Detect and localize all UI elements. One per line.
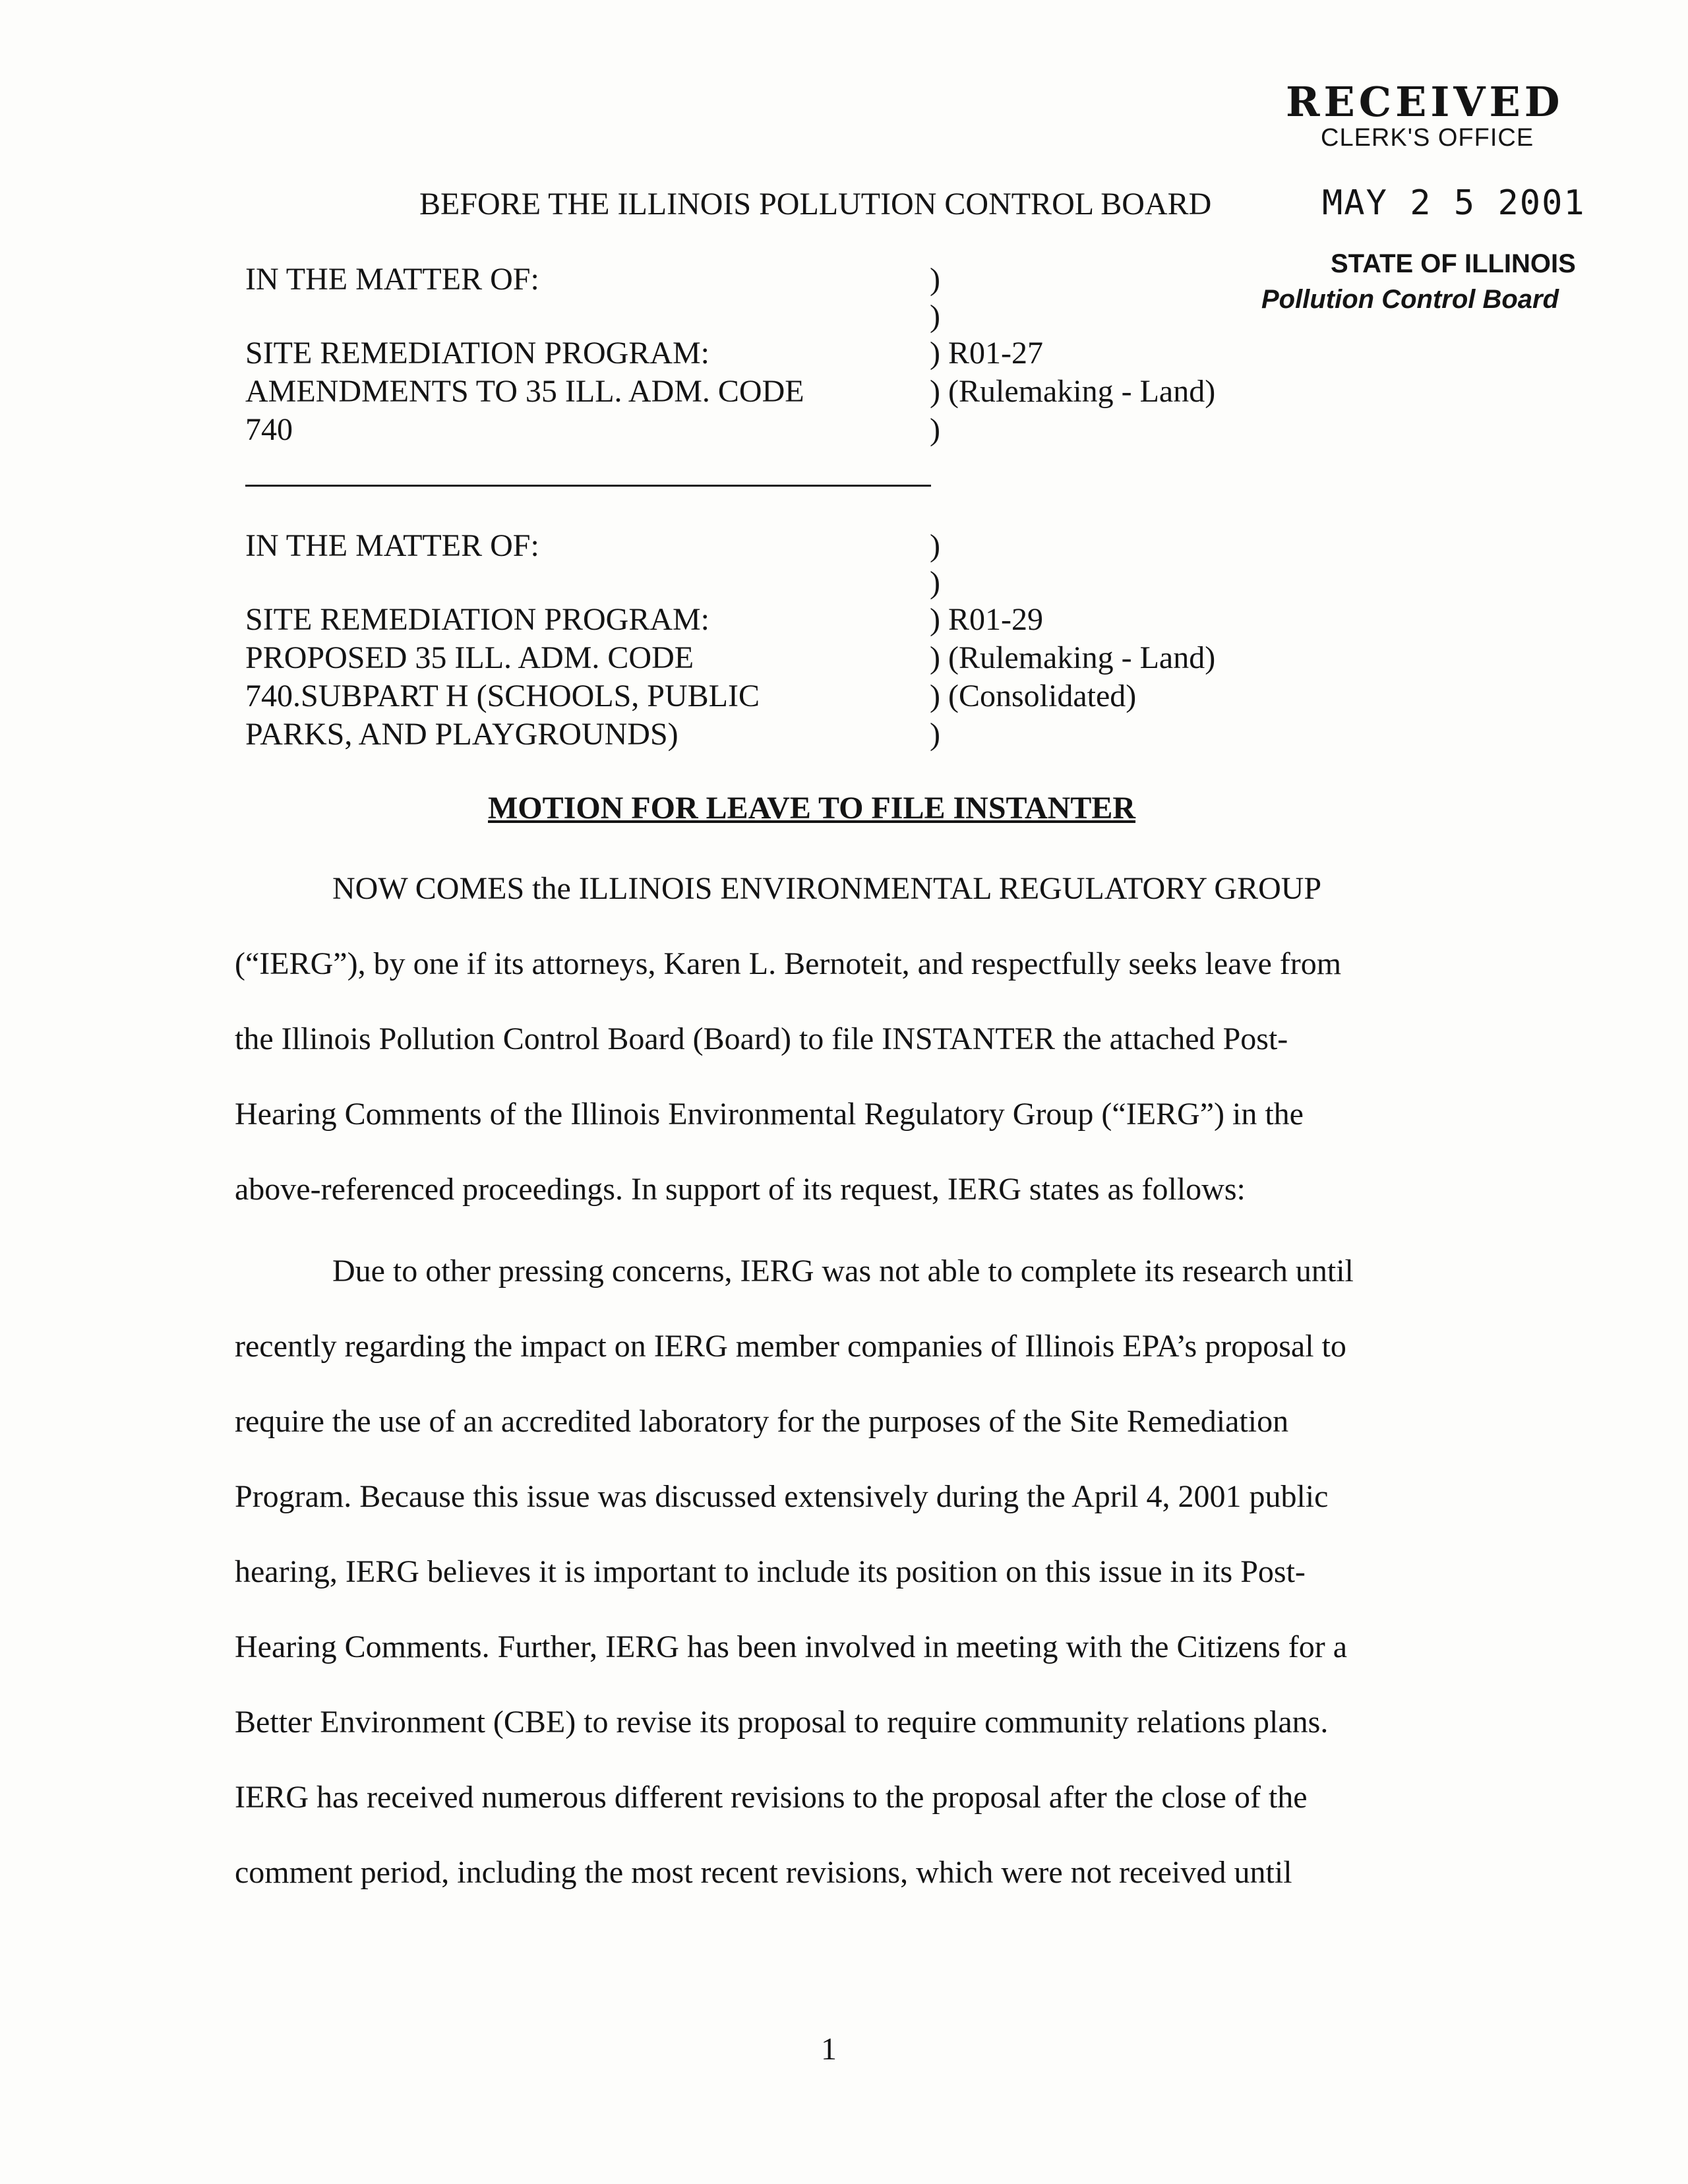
received-stamp-date: MAY 2 5 2001 (1322, 183, 1586, 223)
caption1-paren-5: ) (930, 412, 940, 447)
caption2-line-3: 740.SUBPART H (SCHOOLS, PUBLIC (245, 679, 760, 713)
motion-title: MOTION FOR LEAVE TO FILE INSTANTER (488, 791, 1136, 826)
caption1-matter: IN THE MATTER OF: (245, 262, 539, 297)
received-stamp-title: RECEIVED (1286, 78, 1564, 126)
paragraph2-line-7: Better Environment (CBE) to revise its proposal to require community relations plans. (235, 1705, 1329, 1740)
caption2-paren-6: ) (930, 717, 940, 752)
caption-divider (245, 485, 931, 487)
caption1-docket: ) R01-27 (930, 336, 1043, 371)
paragraph2-line-5: hearing, IERG believes it is important to include its position on this issue in its Post- (235, 1554, 1306, 1589)
caption2-line-4: PARKS, AND PLAYGROUNDS) (245, 717, 678, 752)
caption2-type: ) (Rulemaking - Land) (930, 640, 1216, 675)
paragraph2-line-1: Due to other pressing concerns, IERG was not able to complete its research until (332, 1254, 1354, 1289)
caption1-line-2: AMENDMENTS TO 35 ILL. ADM. CODE (245, 374, 804, 409)
paragraph2-line-8: IERG has received numerous different revisions to the proposal after the close of the (235, 1780, 1308, 1815)
caption2-line-2: PROPOSED 35 ILL. ADM. CODE (245, 640, 694, 675)
paragraph1-line-2: (“IERG”), by one if its attorneys, Karen L. Bernoteit, and respectfully seeks leave from (235, 946, 1342, 981)
caption1-type: ) (Rulemaking - Land) (930, 374, 1216, 409)
caption1-line-1: SITE REMEDIATION PROGRAM: (245, 336, 710, 371)
caption1-line-3: 740 (245, 412, 293, 447)
received-stamp-board: Pollution Control Board (1261, 285, 1559, 314)
caption2-docket: ) R01-29 (930, 602, 1043, 637)
caption2-consolidated: ) (Consolidated) (930, 679, 1137, 713)
paragraph1-line-1: NOW COMES the ILLINOIS ENVIRONMENTAL REGULATORY GROUP (332, 871, 1322, 906)
caption2-paren-2: ) (930, 565, 940, 600)
caption1-paren-1: ) (930, 262, 940, 297)
paragraph2-line-4: Program. Because this issue was discussed extensively during the April 4, 2001 public (235, 1479, 1329, 1514)
caption1-paren-2: ) (930, 299, 940, 334)
paragraph1-line-4: Hearing Comments of the Illinois Environmental Regulatory Group (“IERG”) in the (235, 1097, 1304, 1132)
paragraph2-line-2: recently regarding the impact on IERG member companies of Illinois EPA’s proposal to (235, 1329, 1346, 1364)
paragraph2-line-6: Hearing Comments. Further, IERG has been involved in meeting with the Citizens for a (235, 1629, 1348, 1664)
paragraph2-line-3: require the use of an accredited laboratory for the purposes of the Site Remediation (235, 1404, 1289, 1439)
received-stamp-office: CLERK'S OFFICE (1321, 124, 1534, 152)
received-stamp-state: STATE OF ILLINOIS (1331, 249, 1576, 278)
caption2-line-1: SITE REMEDIATION PROGRAM: (245, 602, 710, 637)
page-number: 1 (821, 2032, 837, 2067)
caption2-paren-1: ) (930, 528, 940, 563)
paragraph1-line-5: above-referenced proceedings. In support of its request, IERG states as follows: (235, 1172, 1246, 1207)
board-title: BEFORE THE ILLINOIS POLLUTION CONTROL BOARD (419, 187, 1212, 222)
paragraph1-line-3: the Illinois Pollution Control Board (Board) to file INSTANTER the attached Post- (235, 1021, 1288, 1056)
caption2-matter: IN THE MATTER OF: (245, 528, 539, 563)
paragraph2-line-9: comment period, including the most recent revisions, which were not received until (235, 1855, 1292, 1890)
